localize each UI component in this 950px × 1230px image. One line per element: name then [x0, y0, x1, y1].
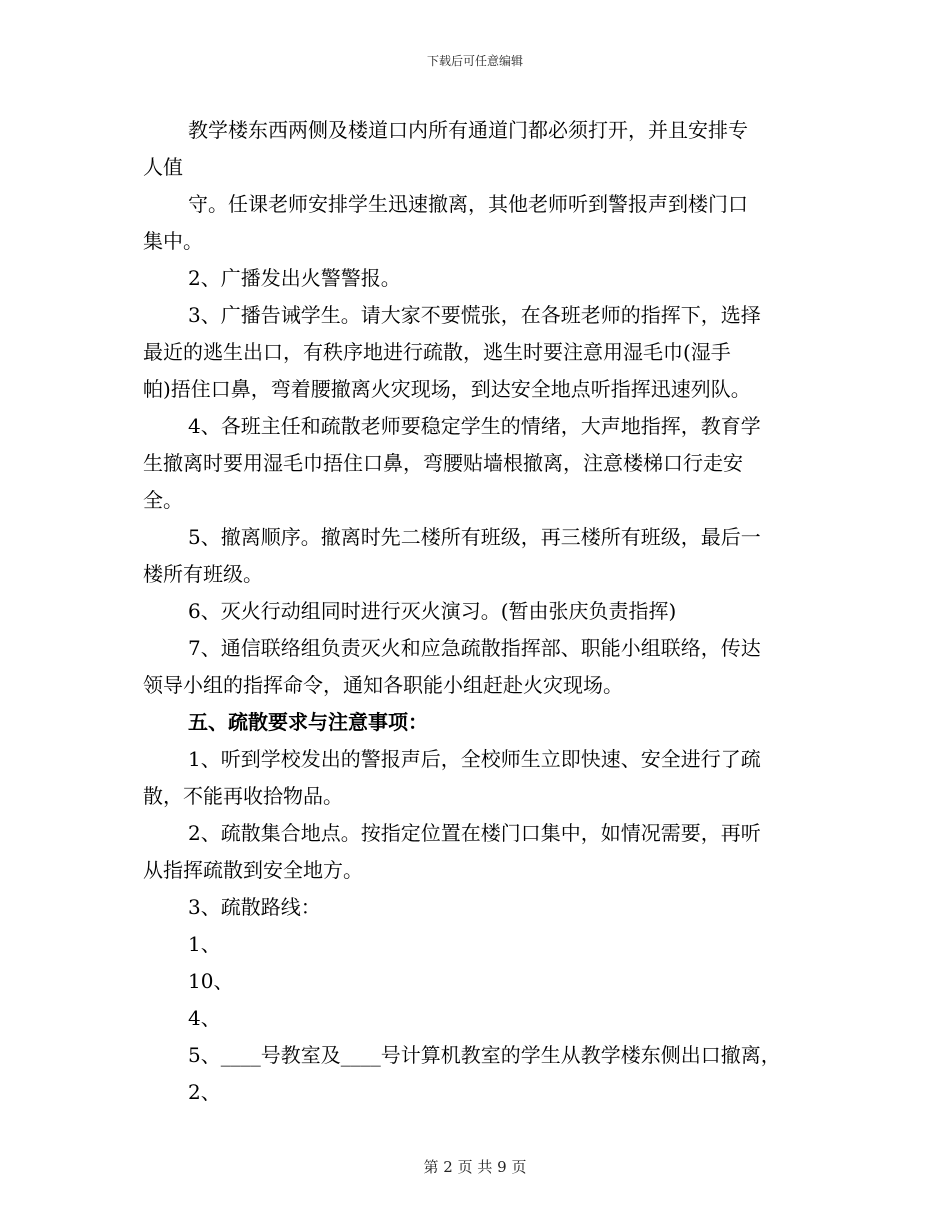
paragraph-line: 最近的逃生出口，有秩序地进行疏散，逃生时要注意用湿毛巾(湿手 [143, 340, 731, 364]
list-item: 7、通信联络组负责灭火和应急疏散指挥部、职能小组联络，传达 [188, 636, 761, 660]
list-item: 3、疏散路线： [188, 895, 321, 919]
list-item: 10、 [188, 969, 234, 993]
list-item: 3、广播告诫学生。请大家不要慌张，在各班老师的指挥下，选择 [188, 303, 761, 327]
paragraph-line: 帕)捂住口鼻，弯着腰撤离火灾现场，到达安全地点听指挥迅速列队。 [143, 377, 751, 401]
list-item: 2、疏散集合地点。按指定位置在楼门口集中，如情况需要，再听 [188, 821, 761, 845]
list-item: 1、 [188, 932, 221, 956]
page-header: 下载后可任意编辑 [426, 54, 523, 68]
paragraph-line: 散，不能再收拾物品。 [143, 784, 343, 808]
list-item: 2、广播发出火警警报。 [188, 266, 401, 290]
paragraph-line: 人值 [143, 155, 183, 179]
paragraph-line: 全。 [143, 488, 183, 512]
list-item: 1、听到学校发出的警报声后，全校师生立即快速、安全进行了疏 [188, 747, 761, 771]
list-item: 4、 [188, 1006, 221, 1030]
paragraph-line: 领导小组的指挥命令，通知各职能小组赶赴火灾现场。 [143, 673, 623, 697]
list-item: 4、各班主任和疏散老师要稳定学生的情绪，大声地指挥，教育学 [188, 414, 761, 438]
paragraph-line: 生撤离时要用湿毛巾捂住口鼻，弯腰贴墙根撤离，注意楼梯口行走安 [143, 451, 743, 475]
page-footer: 第 2 页 共 9 页 [423, 1158, 527, 1176]
paragraph-line: 楼所有班级。 [143, 562, 263, 586]
section-heading: 五、疏散要求与注意事项： [188, 710, 428, 734]
paragraph-line: 集中。 [143, 229, 203, 253]
list-item: 2、 [188, 1080, 221, 1104]
paragraph-line: 守。任课老师安排学生迅速撤离，其他老师听到警报声到楼门口 [188, 192, 748, 216]
document-body [143, 112, 815, 1111]
list-item: 5、____号教室及____号计算机教室的学生从教学楼东侧出口撤离， [188, 1043, 781, 1067]
list-item: 5、撤离顺序。撤离时先二楼所有班级，再三楼所有班级，最后一 [188, 525, 761, 549]
paragraph-line: 从指挥疏散到安全地方。 [143, 858, 363, 882]
list-item: 6、灭火行动组同时进行灭火演习。(暂由张庆负责指挥) [188, 599, 677, 623]
paragraph-line: 教学楼东西两侧及楼道口内所有通道门都必须打开，并且安排专 [188, 118, 748, 142]
